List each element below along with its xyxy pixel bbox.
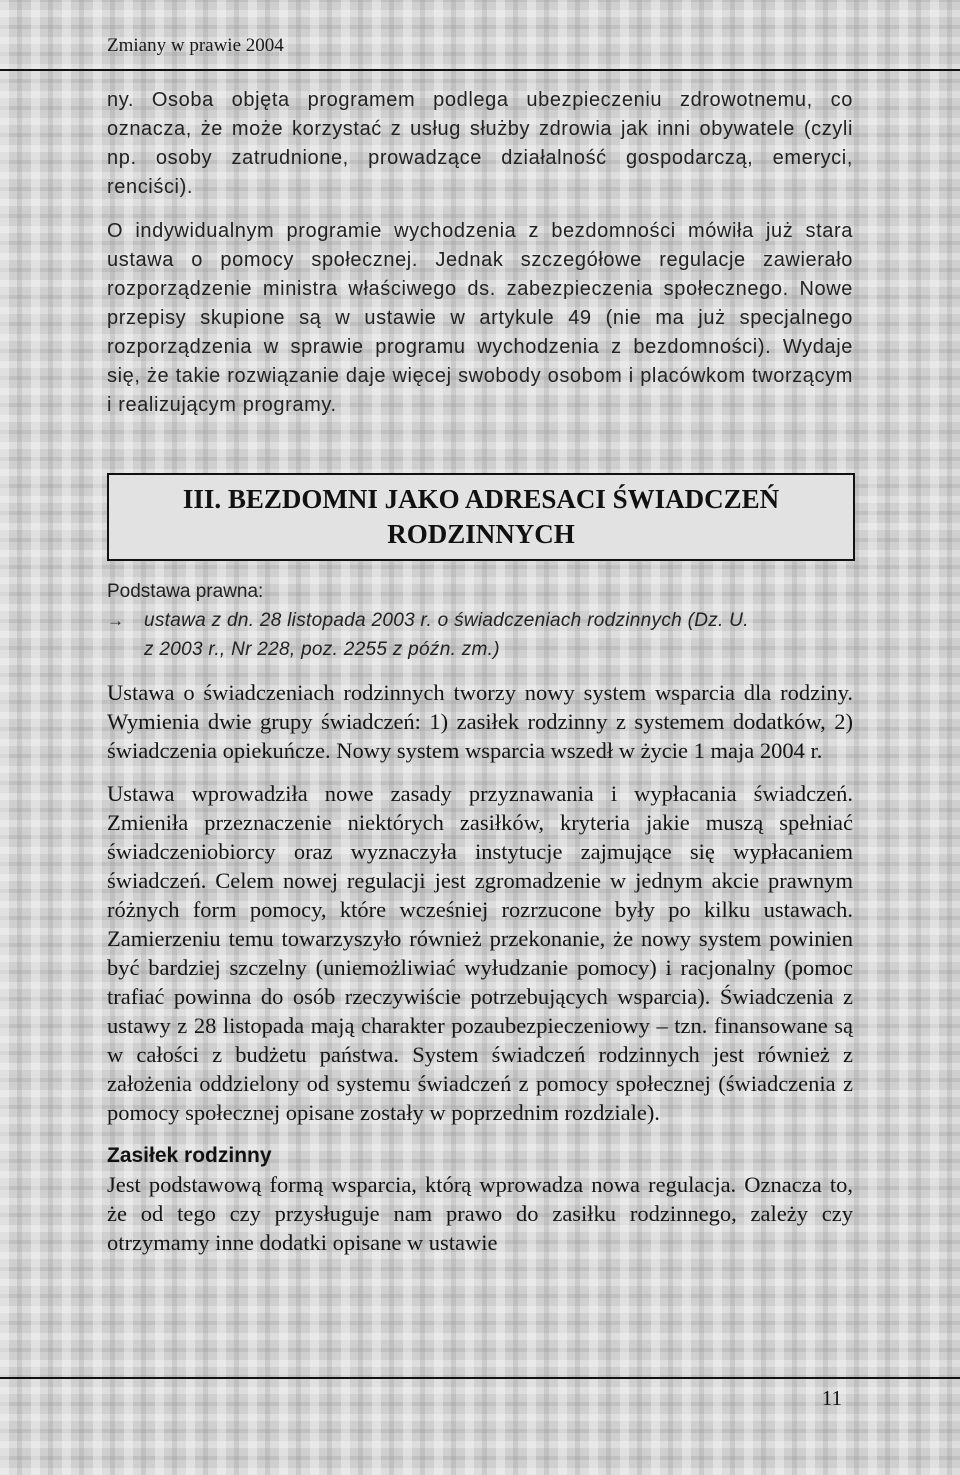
top-text-block — [107, 86, 853, 420]
header-rule — [0, 69, 960, 71]
subsection-heading: Zasiłek rodzinny — [107, 1144, 272, 1167]
section-title-line1: III. BEZDOMNI JAKO ADRESACI ŚWIADCZEŃ — [182, 484, 780, 514]
paragraph-new-rules: Ustawa wprowadziła nowe zasady przyznawania i wypłacania świadczeń. Zmieniła przeznaczenie niektórych zasiłków, kryteria jakie muszą spełniać świadczeniobiorcy oraz wyznaczyła instytucje zajmujące się wypłacaniem świadczeń. Celem nowej regulacji jest zgromadzenie w jednym akcie prawnym różnych form pomocy, które wcześniej rozrzucone były po kilku ustawach. Zamierzeniu temu towarzyszyło również przekonanie, że nowy system powinien być bardziej szczelny (uniemożliwiać wyłudzanie pomocy) i racjonalny (pomoc trafiać powinna do osób rzeczywiście potrzebujących wsparcia). Świadczenia z ustawy z 28 listopada mają charakter pozaubezpieczeniowy – tzn. finansowane są w całości z budżetu państwa. System świadczeń rodzinnych jest również z założenia oddzielony od systemu świadczeń z pomocy społecznej (świadczenia z pomocy społecznej opisane zostały w poprzednim rozdziale). — [107, 781, 853, 1125]
legal-reference-line1: ustawa z dn. 28 listopada 2003 r. o świadczeniach rodzinnych (Dz. U. — [144, 610, 749, 631]
legal-basis-reference — [107, 606, 867, 664]
section-title-box — [107, 473, 855, 561]
section-title-line2: RODZINNYCH — [387, 519, 575, 549]
arrow-right-icon: → — [107, 611, 125, 630]
legal-basis-label: Podstawa prawna: — [107, 581, 264, 602]
legal-reference-line2: z 2003 r., Nr 228, poz. 2255 z późn. zm.) — [144, 639, 500, 660]
legal-basis — [107, 577, 867, 664]
paragraph-family-allowance: Jest podstawową formą wsparcia, którą wprowadza nowa regulacja. Oznacza to, że od tego czy przysługuje nam prawo do zasiłku rodzinnego, zależy czy otrzymamy inne dodatki opisane w ustawie — [107, 1172, 853, 1255]
paragraph-family-benefits: Ustawa o świadczeniach rodzinnych tworzy nowy system wsparcia dla rodziny. Wymienia dwie grupy świadczeń: 1) zasiłek rodzinny z systemem dodatków, 2) świadczenia opiekuńcze. Nowy system wsparcia wszedł w życie 1 maja 2004 r. — [107, 680, 853, 763]
running-head: Zmiany w prawie 2004 — [107, 35, 284, 56]
footer-rule — [0, 1377, 960, 1379]
body-text-block — [107, 678, 853, 1257]
paragraph-individual-program: O indywidualnym programie wychodzenia z bezdomności mówiła już stara ustawa o pomocy społecznej. Jednak szczegółowe regulacje zawierało rozporządzenie ministra właściwego ds. zabezpieczenia społecznego. Nowe przepisy skupione są w ustawie w artykule 49 (nie ma już specjalnego rozporządzenia w sprawie programu wychodzenia z bezdomności). Wydaje się, że takie rozwiązanie daje więcej swobody osobom i placówkom tworzącym i realizującym programy. — [107, 220, 853, 416]
paragraph-insurance: ny. Osoba objęta programem podlega ubezpieczeniu zdrowotnemu, co oznacza, że może korzystać z usług służby zdrowia jak inni obywatele (czyli np. osoby zatrudnione, prowadzące działalność gospodarczą, emeryci, renciści). — [107, 89, 853, 198]
page-number: 11 — [821, 1386, 842, 1410]
